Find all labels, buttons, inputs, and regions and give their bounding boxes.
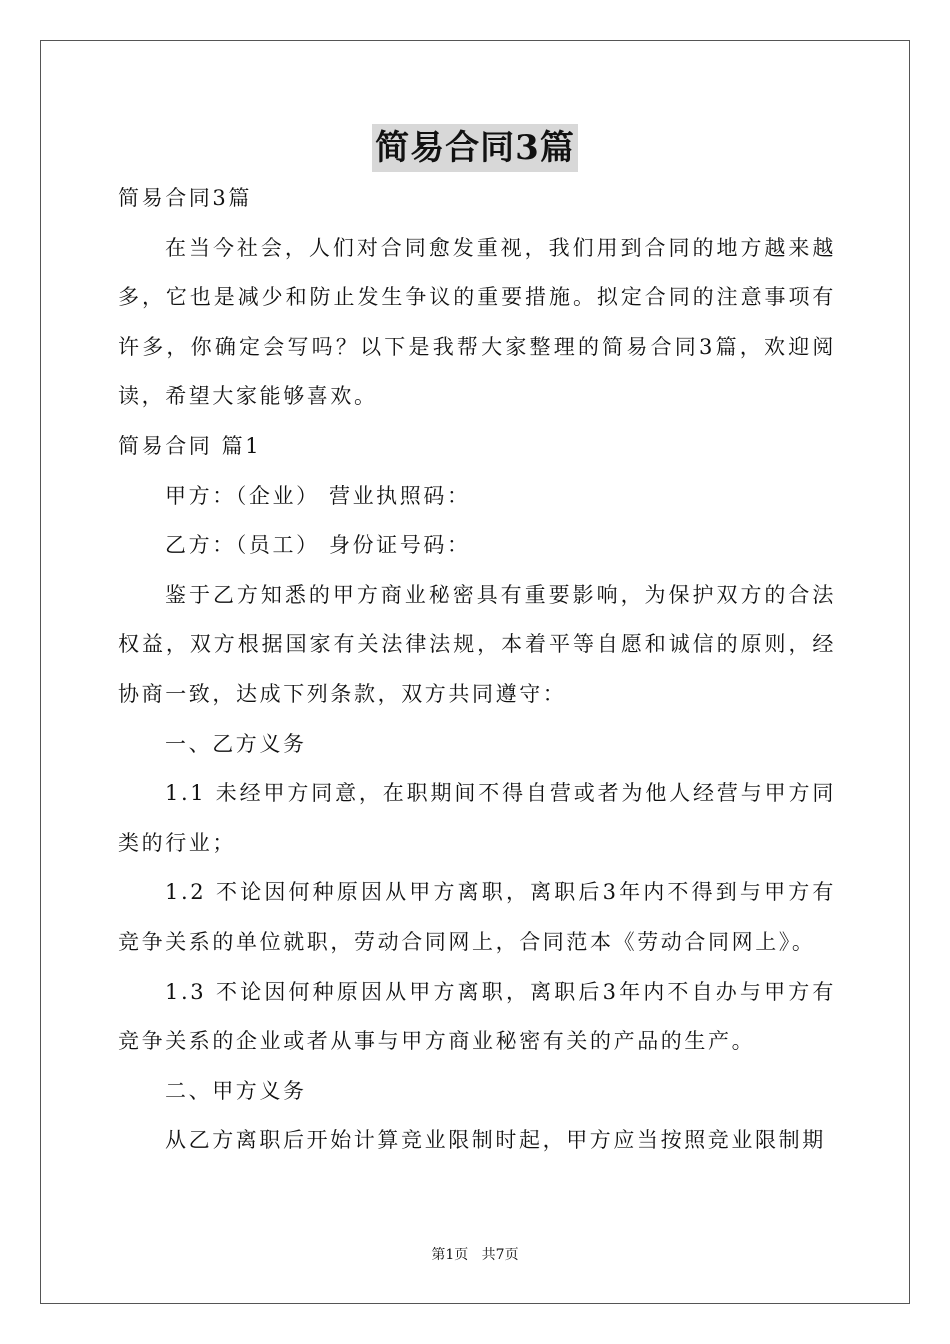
paragraph: 二、甲方义务: [165, 1078, 307, 1103]
page-total: 共7页: [481, 1247, 519, 1263]
paragraph: 鉴于乙方知悉的甲方商业秘密具有重要影响，为保护双方的合法权益，双方根据国家有关法律法规，本着平等自愿和诚信的原则，经协商一致，达成下列条款，双方共同遵守：: [118, 582, 836, 706]
paragraph: 一、乙方义务: [165, 731, 307, 756]
document-body: [118, 174, 836, 1166]
paragraph: 1.1 未经甲方同意，在职期间不得自营或者为他人经营与甲方同类的行业；: [118, 781, 836, 855]
paragraph: 甲方：（企业） 营业执照码：: [165, 483, 471, 508]
page-number: 第1页: [431, 1247, 469, 1263]
paragraph: 在当今社会，人们对合同愈发重视，我们用到合同的地方越来越多，它也是减少和防止发生争议的重要措施。拟定合同的注意事项有许多，你确定会写吗？以下是我帮大家整理的简易合同3篇，欢迎阅读，希望大家能够喜欢。: [118, 235, 836, 409]
section-heading: 简易合同 篇1: [118, 433, 262, 458]
paragraph: 1.3 不论因何种原因从甲方离职，离职后3年内不自办与甲方有竞争关系的企业或者从事与甲方商业秘密有关的产品的生产。: [118, 979, 836, 1054]
paragraph: 1.2 不论因何种原因从甲方离职，离职后3年内不得到与甲方有竞争关系的单位就职，劳动合同网上，合同范本《劳动合同网上》。: [118, 880, 836, 954]
footer-spacer: [468, 1247, 481, 1263]
paragraph: 乙方：（员工） 身份证号码：: [165, 533, 471, 558]
document-title: 简易合同3篇: [372, 124, 578, 172]
title-wrap: [0, 124, 950, 172]
paragraph: 从乙方离职后开始计算竞业限制时起，甲方应当按照竞业限制期: [165, 1128, 826, 1153]
paragraph: 简易合同3篇: [118, 186, 252, 210]
page-footer: [0, 1245, 950, 1265]
